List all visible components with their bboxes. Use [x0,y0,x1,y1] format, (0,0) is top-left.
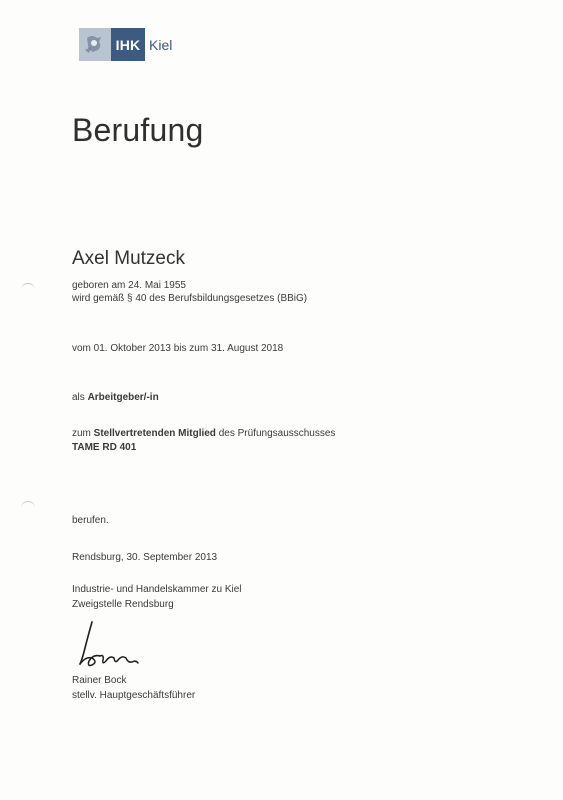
committee-post: des Prüfungsausschusses [215,428,336,439]
role-value: Arbeitgeber/-in [87,392,159,403]
place-date: Rendsburg, 30. September 2013 [72,552,218,563]
signatory-name: Rainer Bock [72,675,127,686]
punch-hole-mark [21,501,35,510]
birth-line: geboren am 24. Mai 1955 [72,280,186,291]
role-prefix: als [72,392,88,403]
punch-hole-mark [21,283,35,292]
role-line [72,391,159,404]
committee-line [72,427,335,440]
issuer-line-2: Zweigstelle Rendsburg [72,599,174,610]
committee-pre: zum [72,428,94,439]
ihk-emblem-icon [79,28,111,61]
handwritten-signature [72,618,152,675]
period-line: vom 01. Oktober 2013 bis zum 31. August 2018 [72,343,284,354]
document-title: Berufung [72,112,204,148]
committee-function: Stellvertretenden Mitglied [93,428,216,439]
logo-city: Kiel [149,36,173,53]
ihk-logo [79,28,172,61]
issuer-line-1: Industrie- und Handelskammer zu Kiel [72,584,242,595]
closing-line: berufen. [72,515,109,526]
logo-abbr: IHK [111,28,145,61]
law-line: wird gemäß § 40 des Berufsbildungsgesetzes (BBiG) [72,293,308,304]
committee-code: TAME RD 401 [72,442,137,453]
signatory-title: stellv. Hauptgeschäftsführer [72,690,196,701]
person-name: Axel Mutzeck [72,248,185,269]
